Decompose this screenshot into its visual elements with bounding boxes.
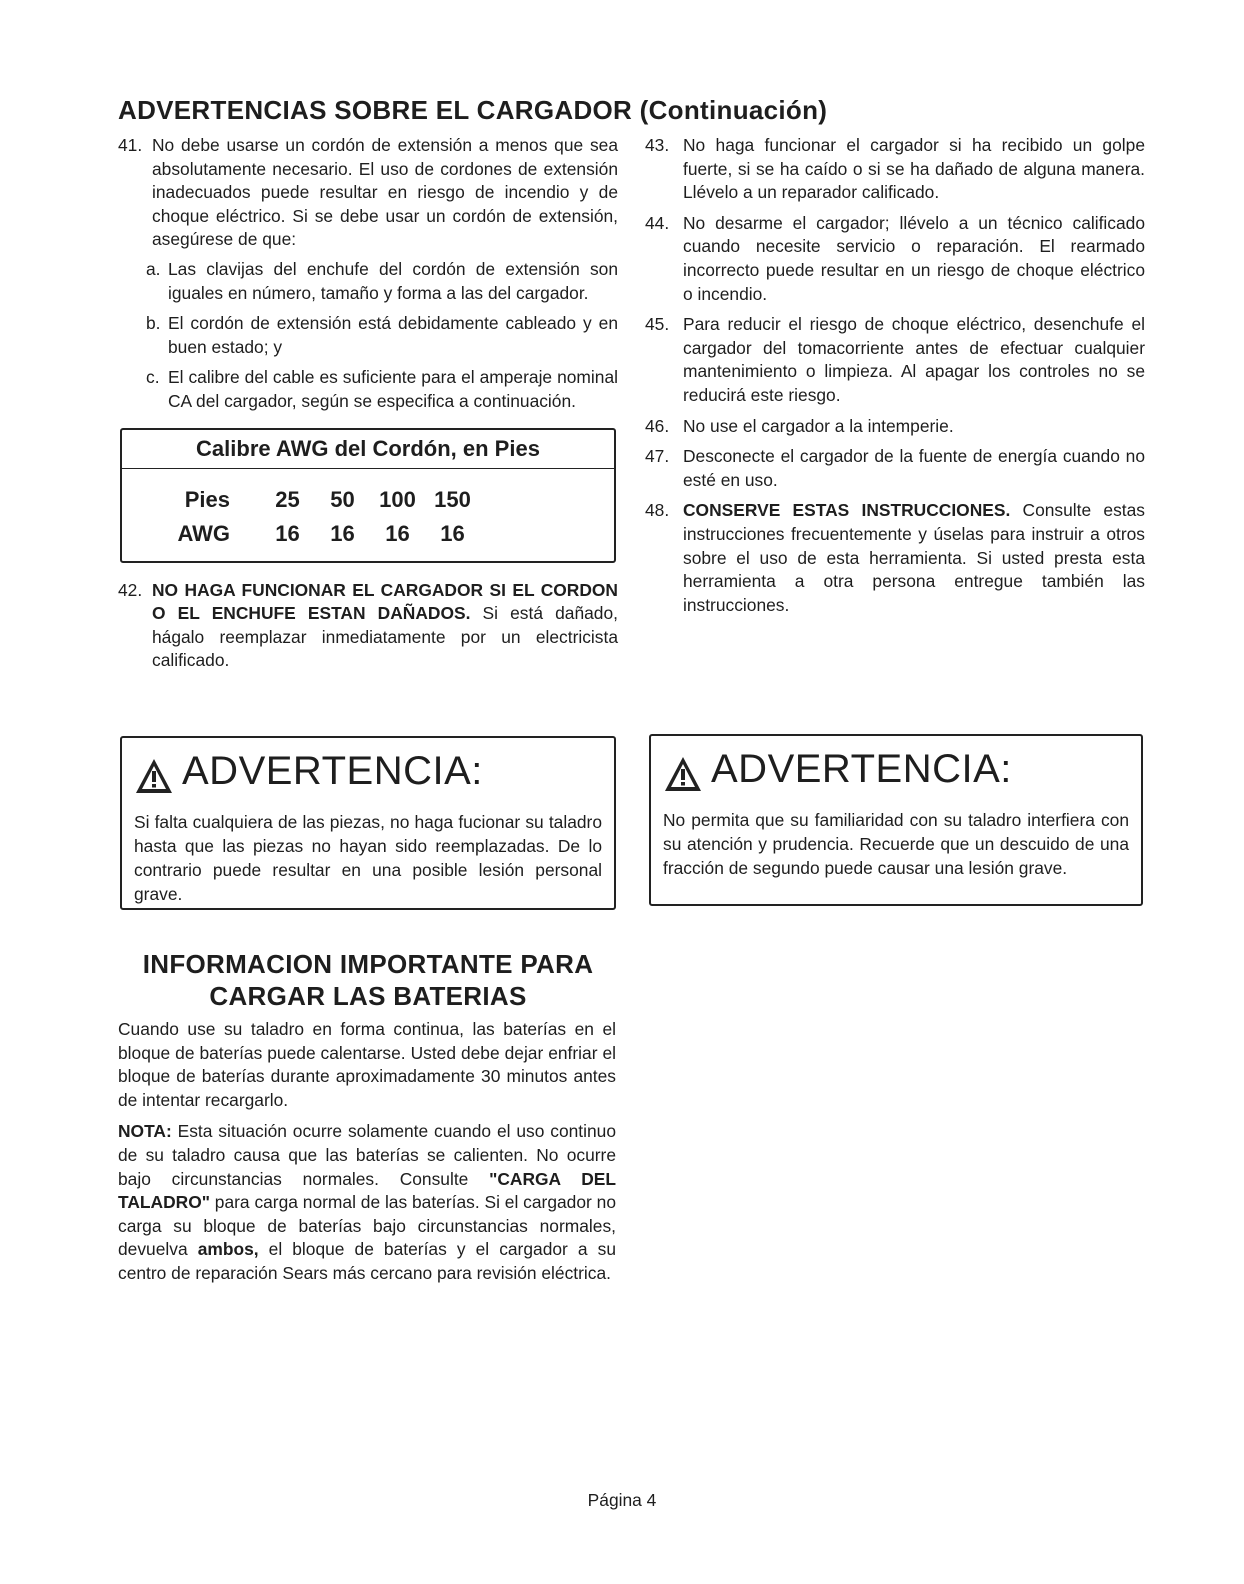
- note-emphasis: ambos,: [197, 1239, 259, 1260]
- item-number: 47.: [645, 446, 670, 467]
- battery-note: [118, 1120, 616, 1285]
- item-text: No debe usarse un cordón de extensión a menos que sea absolutamente necesario. El uso de cordones de extensión inadecuados puede resultar en riesgo de incendio y de choque eléctrico. Si se debe usar un cordón de extensión, asegúrese de que:: [152, 135, 618, 250]
- table-cell: 25: [275, 486, 300, 512]
- item-number: 41.: [118, 135, 143, 155]
- item-bold-text: NO HAGA FUNCIONAR EL CARGADOR SI EL CORDON O EL ENCHUFE ESTAN DAÑADOS.: [152, 579, 618, 624]
- table-cell: 150: [434, 486, 471, 512]
- list-item-42: [118, 579, 618, 673]
- note-text: el bloque de baterías y el cargador a su centro de reparación Sears más cercano para revisión eléctrica.: [118, 1239, 616, 1283]
- awg-row-feet: [122, 483, 614, 517]
- item-text: Para reducir el riesgo de choque eléctrico, desenchufe el cargador del tomacorriente antes de efectuar cualquier mantenimiento o limpieza. Al apagar los controles no se reducirá este riesgo.: [683, 314, 1145, 405]
- item-normal-text: Consulte estas instrucciones frecuentemente y úselas para instruir a otros sobre el uso de esta herramienta. Si usted presta esta herramienta a otra persona entregue también las instrucciones.: [683, 500, 1145, 615]
- battery-section-body: [118, 1018, 616, 1294]
- note-text: para carga normal de las baterías. Si el cargador no carga su bloque de baterías bajo circunstancias normales, devuelva: [118, 1192, 616, 1260]
- awg-row-gauge: [122, 517, 614, 551]
- sub-item-text: El cordón de extensión está debidamente cableado y en buen estado; y: [168, 313, 618, 357]
- sub-item-c: [146, 366, 618, 413]
- table-cell: 16: [440, 520, 465, 546]
- left-column: [118, 134, 618, 679]
- item-text: No use el cargador a la intemperie.: [683, 415, 954, 436]
- warning-triangle-icon: [134, 757, 174, 795]
- awg-table: [120, 428, 616, 563]
- list-item-45: [645, 313, 1145, 407]
- section-title-line: CARGAR LAS BATERIAS: [209, 981, 527, 1011]
- item-normal-text: Si está dañado, hágalo reemplazar inmediatamente por un electricista calificado.: [152, 603, 618, 671]
- list-item-48: [645, 499, 1145, 617]
- item-number: 46.: [645, 415, 670, 436]
- note-label: NOTA:: [118, 1121, 172, 1142]
- note-reference: "CARGA DEL TALADRO": [118, 1168, 616, 1213]
- sub-item-a: [146, 258, 618, 305]
- battery-paragraph: Cuando use su taladro en forma continua, las baterías en el bloque de baterías puede calentarse. Usted debe dejar enfriar el bloque de baterías durante aproximadamente 30 minutos antes de intentar recargarlo.: [118, 1019, 616, 1110]
- list-item-44: [645, 212, 1145, 306]
- warning-text: Si falta cualquiera de las piezas, no haga fucionar su taladro hasta que las piezas no hayan sido reemplazadas. De lo contrario puede resultar en una posible lesión personal grave.: [134, 812, 602, 904]
- page-number: Página 4: [587, 1490, 657, 1510]
- warning-title: ADVERTENCIA:: [182, 748, 483, 793]
- note-text: Esta situación ocurre solamente cuando el uso continuo de su taladro causa que las baterías se calienten. No ocurre bajo circunstancias normales. Consulte: [118, 1121, 616, 1189]
- item-text: [152, 579, 618, 673]
- page-title: ADVERTENCIAS SOBRE EL CARGADOR (Continuación): [118, 95, 828, 125]
- warning-text: No permita que su familiaridad con su taladro interfiera con su atención y prudencia. Recuerde que un descuido de una fracción de segundo puede causar una lesión grave.: [663, 810, 1129, 878]
- table-cell: 50: [330, 486, 355, 512]
- sub-item-b: [146, 312, 618, 359]
- sub-item-letter: a.: [146, 258, 161, 279]
- section-title-line: INFORMACION IMPORTANTE PARA: [142, 949, 594, 979]
- sub-item-letter: b.: [146, 313, 161, 334]
- list-item-43: [645, 134, 1145, 205]
- list-item-46: [645, 415, 1145, 439]
- table-cell: 16: [330, 520, 355, 546]
- item-bold-text: CONSERVE ESTAS INSTRUCCIONES.: [683, 500, 1011, 521]
- warning-header: [663, 736, 1129, 802]
- table-cell: 16: [385, 520, 410, 546]
- list-item-41: [118, 134, 618, 252]
- table-cell: 16: [275, 520, 300, 546]
- row-label: AWG: [177, 520, 230, 546]
- row-label: Pies: [184, 486, 230, 512]
- item-text: No desarme el cargador; llévelo a un técnico calificado cuando necesite servicio o reparación. El rearmado incorrecto puede resultar en un riesgo de choque eléctrico o incendio.: [683, 212, 1145, 304]
- item-number: 48.: [645, 500, 670, 521]
- table-cell: 100: [379, 486, 416, 512]
- item-number: 45.: [645, 314, 670, 335]
- warning-header: [134, 738, 602, 804]
- awg-table-title: Calibre AWG del Cordón, en Pies: [122, 430, 614, 469]
- item-text: Desconecte el cargador de la fuente de energía cuando no esté en uso.: [683, 446, 1145, 490]
- sub-item-letter: c.: [146, 367, 160, 388]
- warning-triangle-icon: [663, 755, 703, 793]
- battery-section-title: [118, 948, 618, 1012]
- warning-title: ADVERTENCIA:: [711, 746, 1012, 791]
- right-column: [645, 134, 1145, 624]
- list-item-47: [645, 445, 1145, 492]
- item-number: 42.: [118, 579, 143, 600]
- item-number: 44.: [645, 212, 670, 233]
- sub-item-text: Las clavijas del enchufe del cordón de extensión son iguales en número, tamaño y forma a las del cargador.: [168, 258, 618, 303]
- sub-item-text: El calibre del cable es suficiente para el amperaje nominal CA del cargador, según se especifica a continuación.: [168, 367, 618, 411]
- item-text: No haga funcionar el cargador si ha recibido un golpe fuerte, si se ha caído o si se ha dañado de alguna manera. Llévelo a un reparador calificado.: [683, 135, 1145, 203]
- warning-box-right: [649, 734, 1143, 906]
- warning-box-left: [120, 736, 616, 910]
- item-number: 43.: [645, 135, 670, 155]
- item-text: [683, 499, 1145, 617]
